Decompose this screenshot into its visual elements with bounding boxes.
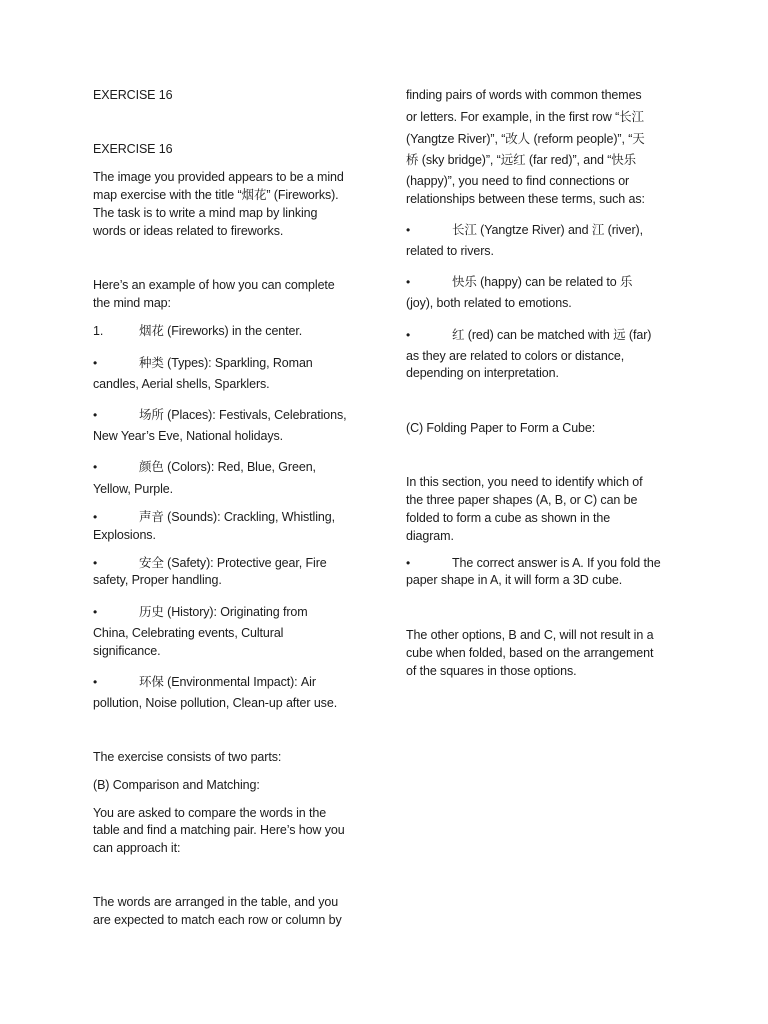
exercise-heading: EXERCISE 16 bbox=[93, 142, 173, 156]
paragraph-line: map exercise with the title “烟花” (Fireworks). bbox=[93, 188, 339, 202]
bullet-text: (joy), both related to emotions. bbox=[406, 296, 572, 310]
bullet-text: 历史 (History): Originating from bbox=[139, 605, 308, 619]
bullet-marker: • bbox=[406, 328, 411, 342]
bullet-marker: • bbox=[93, 556, 98, 570]
bullet-text: The correct answer is A. If you fold the bbox=[452, 556, 661, 570]
bullet-text: 长江 (Yangtze River) and 江 (river), bbox=[452, 223, 643, 237]
bullet-text: 场所 (Places): Festivals, Celebrations, bbox=[139, 408, 347, 422]
bullet-text: Yellow, Purple. bbox=[93, 482, 174, 496]
paragraph-line: Here’s an example of how you can complete bbox=[93, 278, 335, 292]
bullet-text: pollution, Noise pollution, Clean-up after use. bbox=[93, 696, 338, 710]
bullet-marker: • bbox=[406, 275, 411, 289]
paragraph-line: or letters. For example, in the first row “长江 bbox=[406, 110, 644, 124]
paragraph-line: of the squares in those options. bbox=[406, 664, 577, 678]
bullet-text: safety, Proper handling. bbox=[93, 573, 222, 587]
bullet-text: 声音 (Sounds): Crackling, Whistling, bbox=[139, 510, 335, 524]
bullet-text: depending on interpretation. bbox=[406, 366, 559, 380]
bullet-text: Explosions. bbox=[93, 528, 156, 542]
bullet-marker: • bbox=[93, 510, 98, 524]
bullet-text: candles, Aerial shells, Sparklers. bbox=[93, 377, 270, 391]
bullet-marker: • bbox=[93, 605, 98, 619]
paragraph-line: The image you provided appears to be a mind bbox=[93, 170, 344, 184]
paragraph-line: In this section, you need to identify which of bbox=[406, 475, 643, 489]
bullet-text: 红 (red) can be matched with 远 (far) bbox=[452, 328, 652, 342]
bullet-text: as they are related to colors or distance, bbox=[406, 349, 625, 363]
bullet-text: China, Celebrating events, Cultural bbox=[93, 626, 284, 640]
exercise-heading: EXERCISE 16 bbox=[93, 88, 173, 102]
bullet-marker: • bbox=[406, 556, 411, 570]
bullet-text: 环保 (Environmental Impact): Air bbox=[139, 675, 316, 689]
section-heading: (B) Comparison and Matching: bbox=[93, 778, 260, 792]
paragraph-line: (Yangtze River)”, “改人 (reform people)”, “天 bbox=[406, 132, 645, 146]
bullet-marker: • bbox=[406, 223, 411, 237]
paragraph-line: relationships between these terms, such as: bbox=[406, 192, 645, 206]
bullet-text: related to rivers. bbox=[406, 244, 494, 258]
paragraph-line: the mind map: bbox=[93, 296, 171, 310]
paragraph-line: the three paper shapes (A, B, or C) can be bbox=[406, 493, 638, 507]
paragraph-line: table and find a matching pair. Here’s how you bbox=[93, 823, 345, 837]
bullet-marker: • bbox=[93, 675, 98, 689]
paragraph-line: cube when folded, based on the arrangement bbox=[406, 646, 654, 660]
paragraph-line: finding pairs of words with common themes bbox=[406, 88, 642, 102]
bullet-text: 种类 (Types): Sparkling, Roman bbox=[139, 356, 313, 370]
paragraph-line: (happy)”, you need to find connections or bbox=[406, 174, 630, 188]
bullet-text: 快乐 (happy) can be related to 乐 bbox=[452, 275, 633, 289]
paragraph-line: can approach it: bbox=[93, 841, 181, 855]
bullet-text: 安全 (Safety): Protective gear, Fire bbox=[139, 556, 327, 570]
bullet-text: 颜色 (Colors): Red, Blue, Green, bbox=[139, 460, 316, 474]
paragraph-line: The task is to write a mind map by linking bbox=[93, 206, 318, 220]
paragraph-line: diagram. bbox=[406, 529, 454, 543]
paragraph-line: folded to form a cube as shown in the bbox=[406, 511, 611, 525]
bullet-text: paper shape in A, it will form a 3D cube. bbox=[406, 573, 623, 587]
bullet-marker: • bbox=[93, 460, 98, 474]
paragraph-line: The words are arranged in the table, and you bbox=[93, 895, 339, 909]
bullet-marker: • bbox=[93, 356, 98, 370]
paragraph-line: The other options, B and C, will not result in a bbox=[406, 628, 654, 642]
number-marker: 1. bbox=[93, 324, 104, 338]
paragraph-line: You are asked to compare the words in the bbox=[93, 806, 327, 820]
numbered-item-text: 烟花 (Fireworks) in the center. bbox=[139, 324, 303, 338]
section-heading: (C) Folding Paper to Form a Cube: bbox=[406, 421, 596, 435]
paragraph-line: words or ideas related to fireworks. bbox=[93, 224, 284, 238]
bullet-marker: • bbox=[93, 408, 98, 422]
parts-intro: The exercise consists of two parts: bbox=[93, 750, 282, 764]
paragraph-line: are expected to match each row or column by bbox=[93, 913, 342, 927]
bullet-text: New Year’s Eve, National holidays. bbox=[93, 429, 284, 443]
paragraph-line: 桥 (sky bridge)”, “远红 (far red)”, and “快乐 bbox=[406, 153, 637, 167]
bullet-text: significance. bbox=[93, 644, 161, 658]
